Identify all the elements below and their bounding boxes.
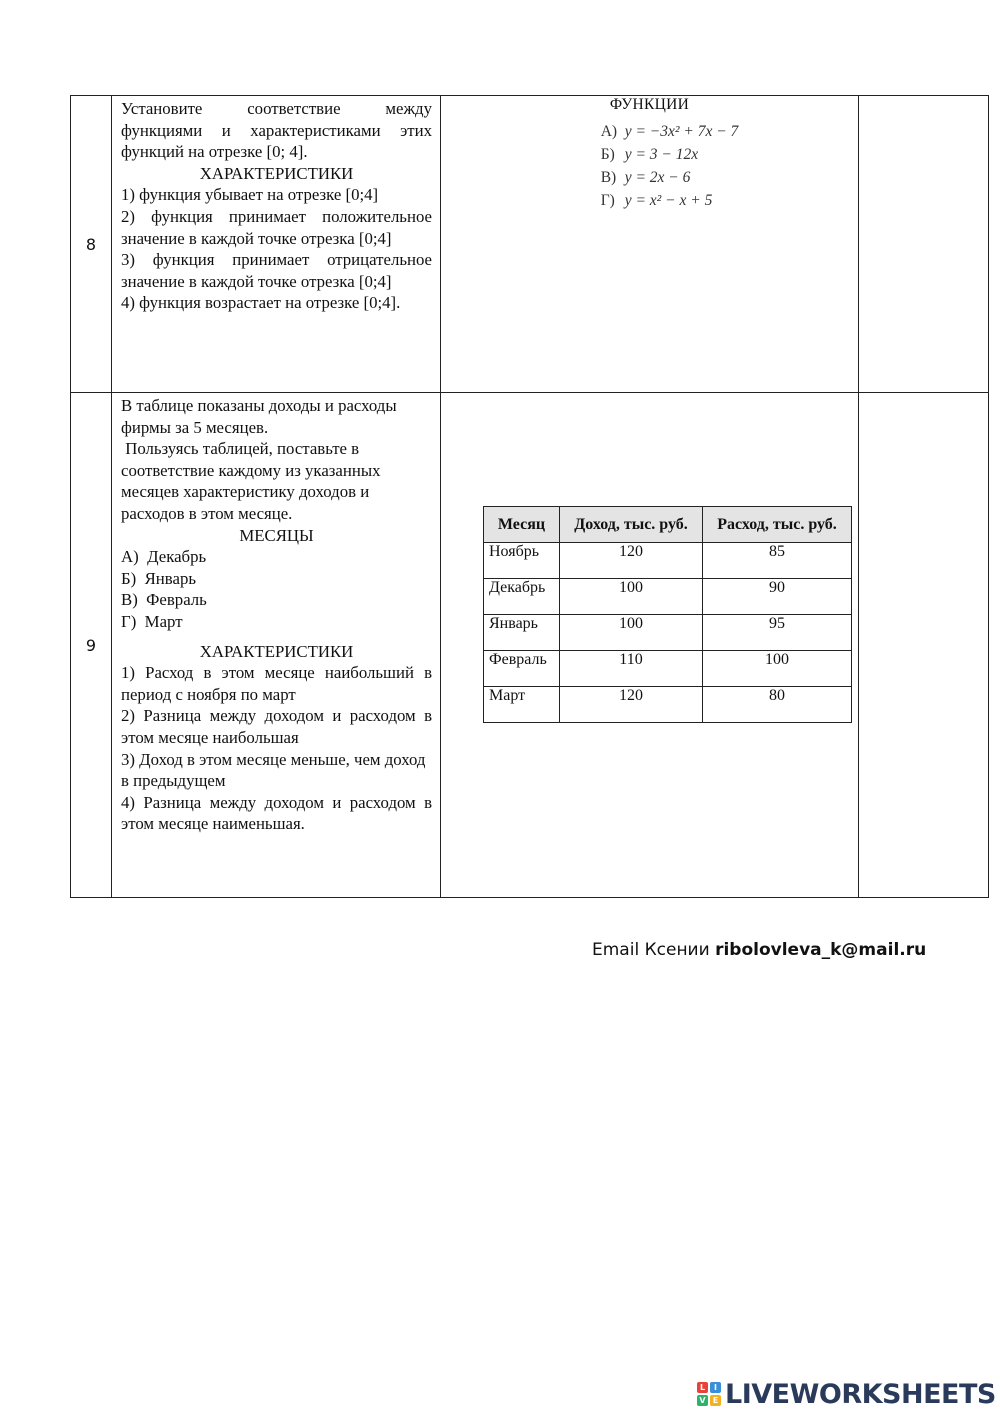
- question-intro-2: Пользуясь таблицей, поставьте в соответствие каждому из указанных месяцев характеристику доходов и расходов в этом месяце.: [121, 439, 385, 523]
- table-row: [484, 615, 852, 651]
- table-cell: 80: [703, 687, 852, 723]
- table-cell: 120: [560, 543, 703, 579]
- functions-heading: ФУНКЦИИ: [609, 96, 690, 113]
- month-item: А) Декабрь: [121, 547, 207, 567]
- table-cell: 100: [560, 579, 703, 615]
- table-row: [484, 651, 852, 687]
- table-cell: Декабрь: [484, 579, 560, 615]
- logo-text: LIVEWORKSHEETS: [725, 1378, 996, 1410]
- table-cell: 110: [560, 651, 703, 687]
- email-address[interactable]: ribolovleva_k@mail.ru: [715, 940, 927, 960]
- email-label: Email Ксении: [592, 940, 716, 960]
- question-row-9: [71, 393, 989, 898]
- month-item: В) Февраль: [121, 590, 207, 610]
- table-cell: 90: [703, 579, 852, 615]
- table-header: Расход, тыс. руб.: [703, 507, 852, 543]
- question-number: 9: [71, 393, 112, 898]
- table-cell: 120: [560, 687, 703, 723]
- question-row-8: [71, 96, 989, 393]
- table-header-row: [484, 507, 852, 543]
- author-email: [592, 940, 926, 960]
- table-cell: Январь: [484, 615, 560, 651]
- table-row: [484, 543, 852, 579]
- month-item: Г) Март: [121, 611, 183, 631]
- income-expense-table: [483, 506, 852, 723]
- question-number: 8: [71, 96, 112, 393]
- question-intro: В таблице показаны доходы и расходы фирмы за 5 месяцев.: [121, 396, 397, 437]
- table-cell: Ноябрь: [484, 543, 560, 579]
- table-cell: Март: [484, 687, 560, 723]
- table-cell: 100: [703, 651, 852, 687]
- function-item: А) y = −3x² + 7x − 7: [600, 123, 739, 140]
- worksheet: [70, 95, 988, 898]
- functions-list: [601, 120, 739, 212]
- function-item: Б) y = 3 − 12x: [600, 146, 699, 163]
- characteristic-item: 1) функция убывает на отрезке [0;4]: [121, 185, 379, 205]
- table-cell: 85: [703, 543, 852, 579]
- months-heading: МЕСЯЦЫ: [239, 525, 314, 545]
- characteristic-item: 1) Расход в этом месяце наибольший в период с ноября по март: [121, 663, 432, 704]
- characteristic-item: 2) функция принимает положительное значение в каждой точке отрезка [0;4]: [121, 206, 432, 248]
- table-header: Доход, тыс. руб.: [560, 507, 703, 543]
- table-cell: 95: [703, 615, 852, 651]
- characteristic-item: 3) функция принимает отрицательное значение в каждой точке отрезка [0;4]: [121, 250, 432, 291]
- answer-cell[interactable]: [859, 393, 989, 898]
- characteristic-item: 2) Разница между доходом и расходом в этом месяце наибольшая: [121, 706, 432, 747]
- questions-table: [70, 95, 989, 898]
- question-intro: Установите соответствие между функциями и характеристиками этих функций на отрезке [0; 4].: [121, 99, 432, 162]
- function-item: Г) y = x² − x + 5: [600, 192, 713, 209]
- characteristics-heading: ХАРАКТЕРИСТИКИ: [199, 641, 354, 661]
- liveworksheets-logo: [697, 1377, 996, 1411]
- question-text-cell: [112, 393, 441, 898]
- table-row: [484, 579, 852, 615]
- characteristic-item: 4) Разница между доходом и расходом в этом месяце наименьшая.: [121, 792, 432, 834]
- question-text-cell: [112, 96, 441, 393]
- logo-icon: L I V E: [697, 1382, 721, 1406]
- table-cell: 100: [560, 615, 703, 651]
- table-header: Месяц: [484, 507, 560, 543]
- characteristic-item: 3) Доход в этом месяце меньше, чем доход в предыдущем: [121, 749, 426, 791]
- function-item: В) y = 2x − 6: [600, 169, 691, 186]
- income-table-cell: [441, 393, 859, 898]
- characteristics-heading: ХАРАКТЕРИСТИКИ: [199, 163, 354, 183]
- table-row: [484, 687, 852, 723]
- answer-cell[interactable]: [859, 96, 989, 393]
- characteristic-item: 4) функция возрастает на отрезке [0;4].: [121, 293, 401, 313]
- functions-cell: [441, 96, 859, 393]
- table-cell: Февраль: [484, 651, 560, 687]
- month-item: Б) Январь: [121, 568, 196, 588]
